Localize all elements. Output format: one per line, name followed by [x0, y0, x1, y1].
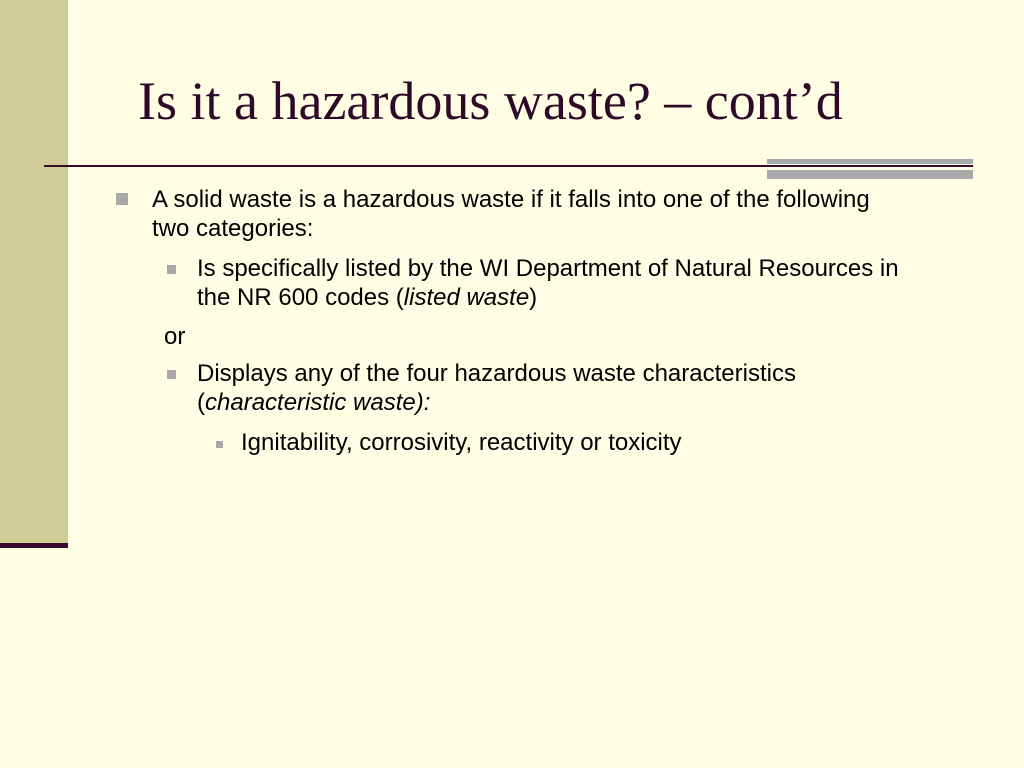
square-bullet-icon [167, 265, 176, 274]
bullet-closing: ) [529, 284, 538, 311]
bullet-level1: A solid waste is a hazardous waste if it falls into one of the following two categories: [152, 186, 870, 242]
bullet-level2-listed [197, 254, 937, 312]
or-connector: or [164, 323, 186, 350]
slide-title: Is it a hazardous waste? – cont’d [138, 71, 843, 131]
bullet-level3: Ignitability, corrosivity, reactivity or toxicity [241, 429, 682, 456]
bullet-italic-text: listed waste [403, 284, 530, 311]
square-bullet-icon [116, 193, 128, 205]
bullet-level2-characteristic [197, 359, 937, 417]
bullet-text: Is specifically listed by the WI Department of Natural Resources in the NR 600 codes ( [197, 255, 899, 311]
bullet-text: Displays any of the four hazardous waste characteristics ( [197, 360, 796, 416]
bullet-italic-text: characteristic waste): [205, 389, 431, 416]
square-bullet-icon [216, 441, 223, 448]
square-bullet-icon [167, 370, 176, 379]
